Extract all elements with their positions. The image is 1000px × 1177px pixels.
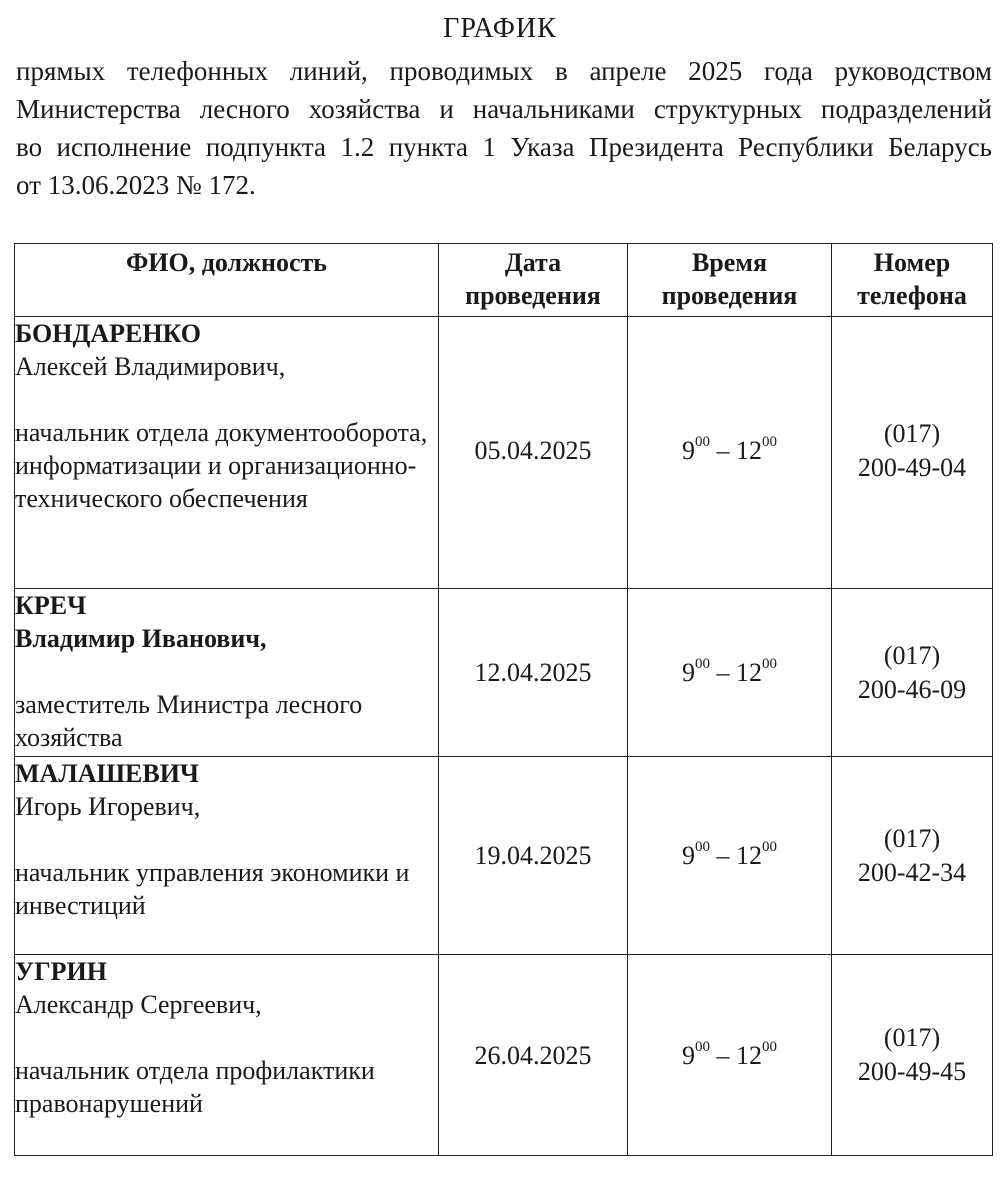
name-position-cell (15, 955, 439, 1156)
phone-number: 200-49-45 (857, 1057, 967, 1086)
time-start-minutes: 00 (695, 1038, 710, 1055)
table-row (15, 757, 993, 955)
document-title: ГРАФИК (443, 13, 557, 44)
date-cell: 19.04.2025 (439, 757, 628, 955)
document-subtitle (16, 52, 992, 204)
given-name: Владимир Иванович, (15, 624, 267, 653)
header-date: Дата проведения (439, 244, 628, 317)
table-header-row (15, 244, 993, 317)
name-position-cell (15, 317, 439, 589)
time-start-hour: 9 (682, 436, 695, 465)
time-end-minutes: 00 (762, 1038, 777, 1055)
phone-code: (017) (883, 823, 941, 853)
time-separator: – (710, 436, 736, 465)
given-name: Игорь Игоревич, (15, 792, 201, 821)
surname: БОНДАРЕНКО (15, 319, 201, 348)
phone-cell (832, 955, 993, 1156)
name-position-cell (15, 757, 439, 955)
date-cell: 05.04.2025 (439, 317, 628, 589)
table-row (15, 589, 993, 757)
subtitle-line: прямых телефонных линий, проводимых в апреле 2025 года руководством (16, 56, 992, 86)
header-time: Время проведения (628, 244, 832, 317)
time-start-hour: 9 (682, 1040, 695, 1070)
time-end-hour: 12 (736, 658, 762, 687)
subtitle-line: во исполнение подпункта 1.2 пункта 1 Указа Президента Республики Беларусь (16, 132, 992, 162)
time-separator: – (710, 1040, 736, 1070)
surname: МАЛАШЕВИЧ (15, 759, 200, 788)
position: начальник управления экономики и инвестиций (15, 858, 410, 920)
phone-number: 200-46-09 (857, 674, 967, 704)
position: начальник отдела документооборота, информатизации и организационно-технического обеспечения (15, 418, 428, 513)
given-name: Алексей Владимирович, (15, 352, 286, 381)
table-row (15, 317, 993, 589)
phone-number: 200-42-34 (857, 857, 967, 887)
header-phone: Номер телефона (832, 244, 993, 317)
name-position-cell (15, 589, 439, 757)
phone-code: (017) (883, 640, 941, 670)
table-row (15, 955, 993, 1156)
time-cell (628, 589, 832, 757)
time-start-minutes: 00 (695, 656, 710, 672)
time-end-minutes: 00 (762, 656, 777, 672)
time-cell (628, 757, 832, 955)
time-start-hour: 9 (682, 841, 695, 870)
time-end-hour: 12 (736, 1040, 762, 1070)
subtitle-line: от 13.06.2023 № 172. (16, 170, 256, 200)
time-start-minutes: 00 (695, 434, 710, 450)
surname: УГРИН (15, 957, 107, 986)
time-end-hour: 12 (736, 841, 762, 870)
phone-code: (017) (883, 418, 941, 448)
given-name: Александр Сергеевич, (15, 990, 262, 1019)
time-end-minutes: 00 (762, 839, 777, 855)
time-start-minutes: 00 (695, 839, 710, 855)
header-name: ФИО, должность (15, 244, 439, 317)
schedule-table (14, 243, 993, 1156)
time-end-hour: 12 (736, 436, 762, 465)
phone-cell (832, 757, 993, 955)
phone-number: 200-49-04 (857, 452, 967, 482)
position: начальник отдела профилактики правонарушений (15, 1056, 375, 1118)
time-separator: – (710, 658, 736, 687)
phone-cell (832, 317, 993, 589)
date-cell: 12.04.2025 (439, 589, 628, 757)
time-end-minutes: 00 (762, 434, 777, 450)
time-cell (628, 317, 832, 589)
time-cell (628, 955, 832, 1156)
position: заместитель Министра лесного хозяйства (15, 690, 363, 752)
time-start-hour: 9 (682, 658, 695, 687)
subtitle-line: Министерства лесного хозяйства и начальниками структурных подразделений (16, 94, 992, 124)
surname: КРЕЧ (15, 591, 87, 620)
phone-cell (832, 589, 993, 757)
time-separator: – (710, 841, 736, 870)
phone-code: (017) (883, 1023, 941, 1052)
date-cell: 26.04.2025 (439, 955, 628, 1156)
